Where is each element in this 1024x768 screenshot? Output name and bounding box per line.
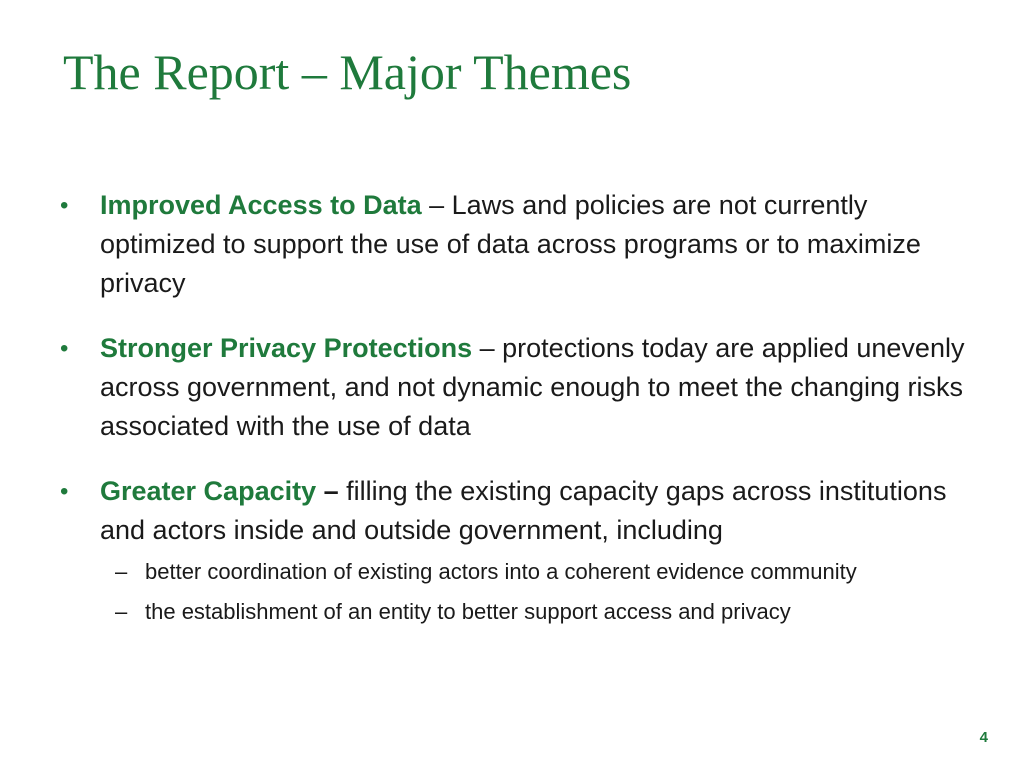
bullet-text: protections today are applied unevenly across government, and not dynamic enough to meet the changing risks associated with the use of data [100,333,965,441]
bullet-text: Laws and policies are not currently optimized to support the use of data across programs or to maximize privacy [100,190,921,298]
bullet-dot-icon: • [60,192,69,219]
sub-bullet-list [100,552,970,632]
bullet-text: filling the existing capacity gaps across institutions and actors inside and outside government, including [100,476,947,545]
bullet-item-access [60,186,970,303]
sub-bullet-dash-icon: – [115,559,128,584]
bullet-item-privacy [60,329,970,446]
bullet-heading: Improved Access to Data [100,190,422,220]
bullet-item-capacity [60,472,970,632]
bullet-dash: – [472,333,503,363]
bullet-heading: Greater Capacity [100,476,317,506]
sub-bullet-dash-icon: – [115,599,128,624]
bullet-dot-icon: • [60,335,69,362]
sub-bullet-text: better coordination of existing actors into a coherent evidence community [145,559,857,584]
page-number: 4 [979,729,988,746]
sub-bullet-item [100,592,970,632]
bullet-heading: Stronger Privacy Protections [100,333,473,363]
sub-bullet-item [100,552,970,592]
sub-bullet-text: the establishment of an entity to better support access and privacy [145,599,791,624]
bullet-dash: – [421,190,452,220]
bullet-list [60,186,970,658]
page-title: The Report – Major Themes [63,44,632,100]
bullet-dash: – [316,476,347,506]
bullet-dot-icon: • [60,478,69,505]
